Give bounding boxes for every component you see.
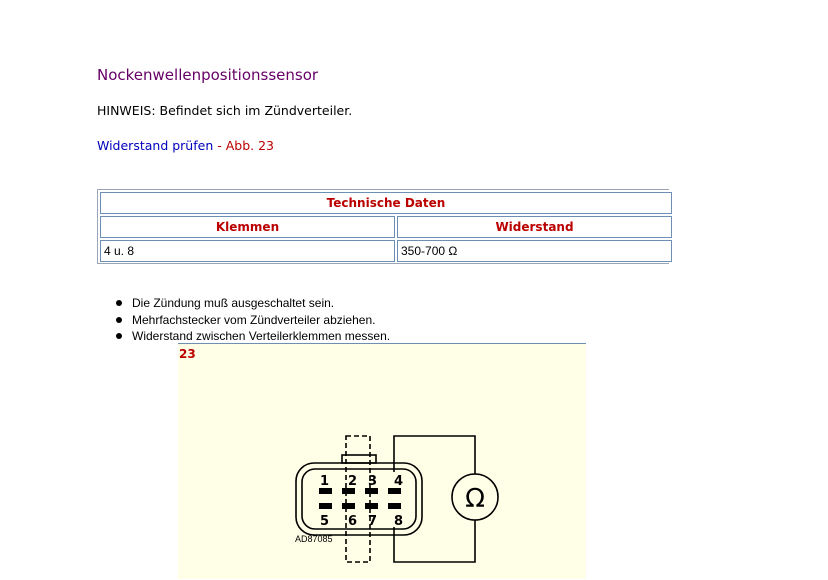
pin-6 [342,503,355,509]
connector-latch [342,455,376,463]
connector-housing-outer [296,463,422,535]
connector-diagram [178,344,586,580]
column-header-resistance: Widerstand [397,216,672,238]
step-text: Die Zündung muß ausgeschaltet sein. [132,296,335,310]
procedure-steps [116,295,390,345]
bullet-icon [116,333,122,339]
pin-label: 3 [368,474,378,489]
table-cell-resistance: 350-700 Ω [397,240,672,262]
step-text: Mehrfachstecker vom Zündverteiler abziehen. [132,312,376,327]
bullet-icon [116,317,122,323]
table-title: Technische Daten [100,192,672,214]
pin-label: 4 [394,474,404,489]
bullet-icon [116,300,122,306]
ohm-symbol: Ω [465,484,485,514]
separator: - [213,138,226,153]
list-item [116,312,390,329]
figure-reference-link[interactable]: Abb. 23 [225,138,274,153]
pin-7 [365,503,378,509]
pin-8 [388,503,401,509]
table-cell-terminals: 4 u. 8 [100,240,395,262]
figure-23 [178,343,586,579]
pin-5 [319,503,332,509]
pin-label: 1 [320,474,330,489]
pin-label: 5 [320,514,330,529]
hint-note: HINWEIS: Befindet sich im Zündverteiler. [97,103,353,118]
page-title: Nockenwellenpositionssensor [97,66,319,84]
resistance-test-line [97,138,274,153]
pin-label: 6 [348,514,358,529]
pin-label: 7 [368,514,378,529]
column-header-terminals: Klemmen [100,216,395,238]
wire-to-pin-8 [394,520,475,562]
technical-data-table [97,189,669,264]
figure-code: AD87085 [295,534,333,544]
pin-label: 2 [348,474,358,489]
pin-label: 8 [394,514,404,529]
step-text: Widerstand zwischen Verteilerklemmen messen. [132,329,391,343]
figure-number: 23 [179,347,196,361]
wire-to-pin-4 [394,436,475,474]
resistance-test-label: Widerstand prüfen [97,138,214,153]
list-item [116,295,390,312]
pin-labels [320,474,403,529]
connector-pins [319,488,401,509]
